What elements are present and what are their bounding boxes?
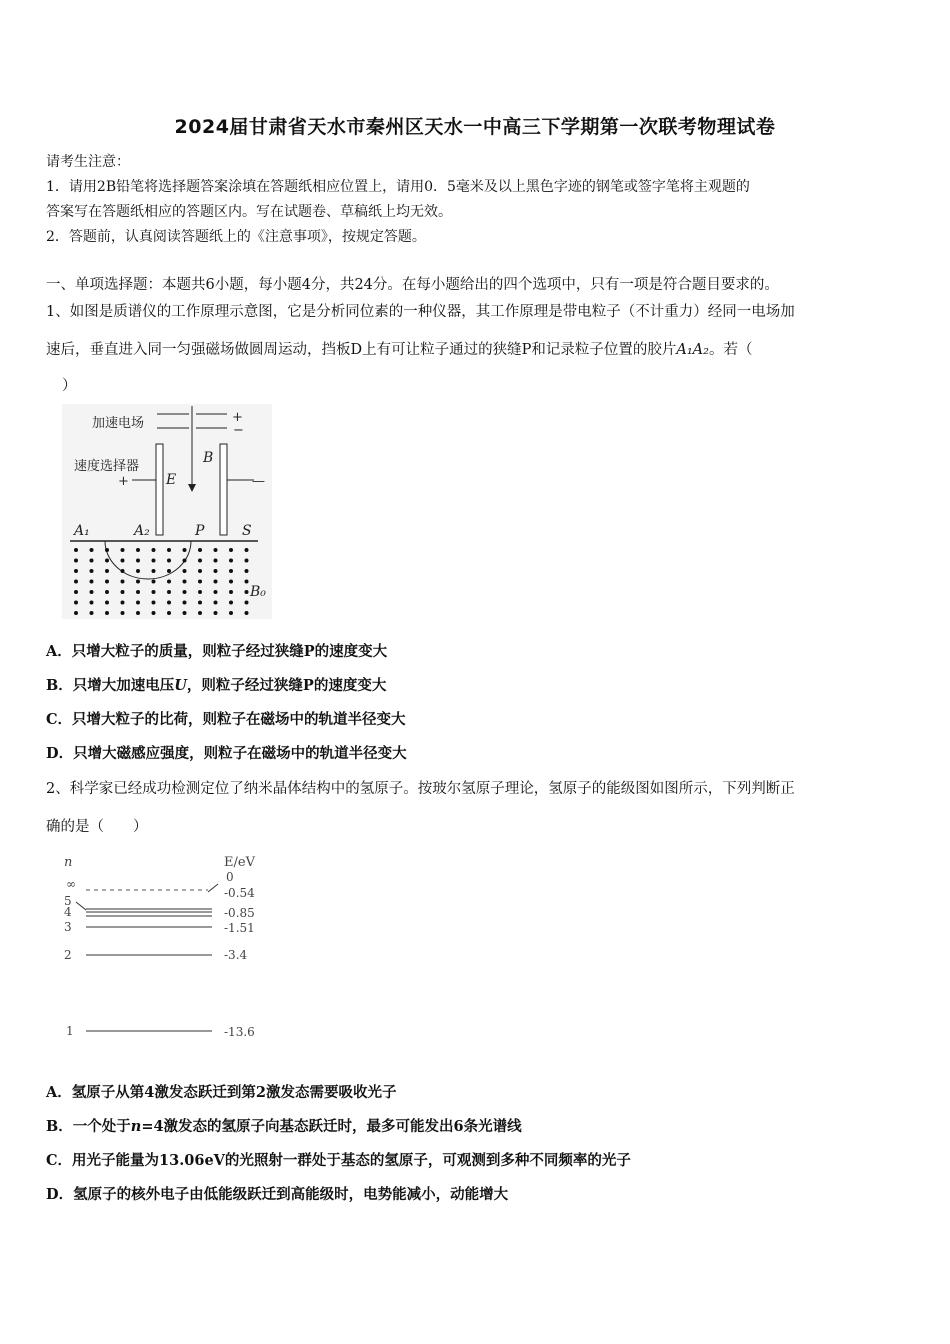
option-text-a: 一个处于 bbox=[72, 1118, 131, 1135]
field-dot bbox=[90, 590, 94, 594]
field-dot bbox=[105, 559, 109, 563]
field-dot bbox=[167, 569, 171, 573]
field-dot bbox=[74, 569, 78, 573]
level-n-4: 4 bbox=[64, 905, 72, 919]
field-dot bbox=[152, 559, 156, 563]
field-dot bbox=[105, 590, 109, 594]
q1-stem-text-b: 。若（ bbox=[708, 342, 753, 358]
option-text-a: 只增大加速电压 bbox=[72, 677, 175, 694]
field-dot bbox=[167, 611, 171, 615]
level-n-2: 2 bbox=[64, 948, 72, 962]
field-dot bbox=[183, 548, 187, 552]
page-title: 2024届甘肃省天水市秦州区天水一中高三下学期第一次联考物理试卷 bbox=[174, 116, 776, 138]
field-dot bbox=[90, 548, 94, 552]
field-dot bbox=[74, 590, 78, 594]
label-S: S bbox=[242, 523, 252, 539]
q2-option-b bbox=[46, 1117, 522, 1137]
option-letter: A． bbox=[46, 1084, 72, 1101]
field-dot bbox=[245, 548, 249, 552]
level-e-2: -3.4 bbox=[224, 948, 248, 962]
level-n-inf: ∞ bbox=[66, 877, 76, 891]
field-dot bbox=[183, 590, 187, 594]
option-text: 只增大粒子的比荷，则粒子在磁场中的轨道半径变大 bbox=[72, 711, 406, 728]
field-dot bbox=[198, 569, 202, 573]
label-P: P bbox=[195, 523, 205, 539]
level-e-inf: 0 bbox=[226, 870, 234, 884]
option-letter: B． bbox=[46, 1118, 73, 1135]
field-dot bbox=[74, 559, 78, 563]
field-dot bbox=[152, 611, 156, 615]
label-B: B bbox=[203, 450, 214, 466]
label-minus-right: — bbox=[252, 474, 265, 489]
field-dot bbox=[136, 590, 140, 594]
field-dot bbox=[136, 559, 140, 563]
field-dot bbox=[214, 601, 218, 605]
field-dot bbox=[183, 559, 187, 563]
field-dot bbox=[245, 611, 249, 615]
field-dot bbox=[198, 548, 202, 552]
label-minus-top: − bbox=[233, 423, 244, 438]
left-arrow-icon bbox=[76, 902, 86, 910]
level-e-5: -0.54 bbox=[224, 886, 255, 900]
q1-stem-line-3: ） bbox=[62, 378, 77, 394]
field-dot bbox=[105, 548, 109, 552]
field-dot bbox=[152, 580, 156, 584]
label-E: E bbox=[166, 472, 177, 488]
field-dot bbox=[229, 548, 233, 552]
field-dot bbox=[105, 611, 109, 615]
field-dot bbox=[198, 559, 202, 563]
field-dot bbox=[183, 580, 187, 584]
q1-stem-line-1: 1、如图是质谱仪的工作原理示意图，它是分析同位素的一种仪器，其工作原理是带电粒子（不计重力）经同一电场加 bbox=[46, 304, 795, 320]
label-velocity-selector: 速度选择器 bbox=[74, 459, 140, 474]
notice-heading: 请考生注意： bbox=[46, 154, 130, 170]
field-dot bbox=[214, 559, 218, 563]
q1-stem-text-a: 速后，垂直进入同一匀强磁场做圆周运动，挡板D上有可让粒子通过的狭缝P和记录粒子位置的胶片 bbox=[46, 342, 677, 358]
field-dot bbox=[214, 569, 218, 573]
field-dot bbox=[121, 559, 125, 563]
field-dot bbox=[214, 580, 218, 584]
field-dot bbox=[167, 590, 171, 594]
field-dot bbox=[245, 559, 249, 563]
option-text-b: =4激发态的氢原子向基态跃迁时，最多可能发出6条光谱线 bbox=[141, 1118, 522, 1135]
field-dot bbox=[121, 569, 125, 573]
q2-option-a bbox=[46, 1083, 396, 1103]
field-dot bbox=[245, 590, 249, 594]
level-n-1: 1 bbox=[66, 1024, 74, 1038]
field-dot bbox=[198, 580, 202, 584]
field-dot bbox=[90, 559, 94, 563]
field-dot bbox=[183, 601, 187, 605]
q1-stem-math: A₁A₂ bbox=[676, 342, 709, 358]
label-plus-top: + bbox=[232, 410, 243, 425]
field-dot bbox=[245, 601, 249, 605]
option-text: 氢原子的核外电子由低能级跃迁到高能级时，电势能减小，动能增大 bbox=[73, 1186, 509, 1203]
field-dot bbox=[198, 590, 202, 594]
field-dot bbox=[214, 611, 218, 615]
option-text: 氢原子从第4激发态跃迁到第2激发态需要吸收光子 bbox=[71, 1084, 397, 1101]
q1-option-b bbox=[46, 676, 386, 696]
field-dot bbox=[229, 601, 233, 605]
field-dot bbox=[90, 601, 94, 605]
q1-option-c bbox=[46, 710, 406, 730]
field-dot bbox=[229, 569, 233, 573]
field-dot bbox=[90, 611, 94, 615]
field-dot bbox=[214, 590, 218, 594]
level-e-3: -1.51 bbox=[224, 921, 255, 935]
q1-option-d bbox=[46, 744, 407, 764]
option-letter: C． bbox=[46, 1152, 73, 1169]
field-dot bbox=[121, 548, 125, 552]
q2-stem-line-1: 2、科学家已经成功检测定位了纳米晶体结构中的氢原子。按玻尔氢原子理论，氢原子的能级图如图所示，下列判断正 bbox=[46, 781, 795, 797]
field-dot bbox=[136, 548, 140, 552]
field-dot bbox=[74, 548, 78, 552]
option-letter: D． bbox=[46, 745, 74, 762]
notice-item-1-line-1: 1．请用2B铅笔将选择题答案涂填在答题纸相应位置上，请用0．5毫米及以上黑色字迹的钢笔或签字笔将主观题的 bbox=[46, 179, 750, 195]
label-n: n bbox=[64, 855, 73, 870]
q2-stem-line-2: 确的是（ ） bbox=[46, 819, 148, 835]
option-math: U bbox=[174, 677, 187, 694]
option-text: 只增大粒子的质量，则粒子经过狭缝P的速度变大 bbox=[71, 643, 388, 660]
field-dot bbox=[229, 590, 233, 594]
label-A1: A₁ bbox=[74, 523, 90, 539]
field-dot bbox=[229, 580, 233, 584]
level-n-5: 5 bbox=[64, 894, 72, 908]
notice-item-1-line-2: 答案写在答题纸相应的答题区内。写在试题卷、草稿纸上均无效。 bbox=[46, 204, 452, 220]
option-letter: B． bbox=[46, 677, 73, 694]
field-dot bbox=[245, 580, 249, 584]
field-dot bbox=[105, 580, 109, 584]
option-text: 用光子能量为13.06eV的光照射一群处于基态的氢原子，可观测到多种不同频率的光子 bbox=[72, 1152, 631, 1169]
field-dot bbox=[198, 611, 202, 615]
field-dot bbox=[90, 580, 94, 584]
field-dot bbox=[121, 611, 125, 615]
option-letter: D． bbox=[46, 1186, 74, 1203]
field-dot bbox=[121, 590, 125, 594]
option-letter: C． bbox=[46, 711, 73, 728]
field-dot bbox=[152, 548, 156, 552]
q2-option-d bbox=[46, 1185, 508, 1205]
field-dot bbox=[152, 601, 156, 605]
q1-stem-line-2 bbox=[46, 340, 752, 360]
notice-item-2: 2．答题前，认真阅读答题纸上的《注意事项》，按规定答题。 bbox=[46, 229, 426, 245]
field-dot bbox=[74, 580, 78, 584]
field-dot bbox=[121, 601, 125, 605]
option-letter: A． bbox=[46, 643, 72, 660]
mass-spectrometer-figure bbox=[62, 404, 272, 619]
q1-option-a bbox=[46, 642, 387, 662]
field-dot bbox=[167, 601, 171, 605]
option-math: n bbox=[130, 1118, 142, 1135]
label-B0: B₀ bbox=[250, 584, 266, 600]
label-A2: A₂ bbox=[134, 523, 150, 539]
field-dot bbox=[167, 559, 171, 563]
field-dot bbox=[229, 559, 233, 563]
option-text: 只增大磁感应强度，则粒子在磁场中的轨道半径变大 bbox=[73, 745, 407, 762]
field-dot bbox=[183, 569, 187, 573]
field-dot bbox=[229, 611, 233, 615]
field-dot bbox=[152, 569, 156, 573]
field-dot bbox=[152, 590, 156, 594]
field-dot bbox=[183, 611, 187, 615]
field-dot bbox=[105, 569, 109, 573]
label-energy-unit: E/eV bbox=[224, 855, 255, 870]
field-dot bbox=[245, 569, 249, 573]
field-dot bbox=[214, 548, 218, 552]
field-dot bbox=[74, 601, 78, 605]
field-dot bbox=[167, 548, 171, 552]
field-dot bbox=[136, 580, 140, 584]
q2-option-c bbox=[46, 1151, 631, 1171]
level-n-3: 3 bbox=[64, 920, 72, 934]
field-dot bbox=[136, 569, 140, 573]
selector-plate-left bbox=[156, 444, 163, 535]
label-accel-field: 加速电场 bbox=[92, 416, 145, 431]
field-dot bbox=[136, 611, 140, 615]
level-e-4: -0.85 bbox=[224, 906, 255, 920]
field-dot bbox=[90, 569, 94, 573]
selector-plate-right bbox=[220, 444, 227, 535]
field-dot bbox=[74, 611, 78, 615]
section-heading: 一、单项选择题：本题共6小题，每小题4分，共24分。在每小题给出的四个选项中，只有一项是符合题目要求的。 bbox=[46, 277, 779, 293]
option-text-b: ，则粒子经过狭缝P的速度变大 bbox=[186, 677, 387, 694]
field-dot bbox=[121, 580, 125, 584]
label-plus-left: + bbox=[118, 474, 129, 489]
field-dot bbox=[198, 601, 202, 605]
energy-level-figure bbox=[58, 850, 278, 1045]
field-dot bbox=[136, 601, 140, 605]
right-arrow-icon bbox=[208, 884, 218, 892]
field-dot bbox=[105, 601, 109, 605]
level-e-1: -13.6 bbox=[224, 1025, 255, 1039]
field-dot bbox=[167, 580, 171, 584]
